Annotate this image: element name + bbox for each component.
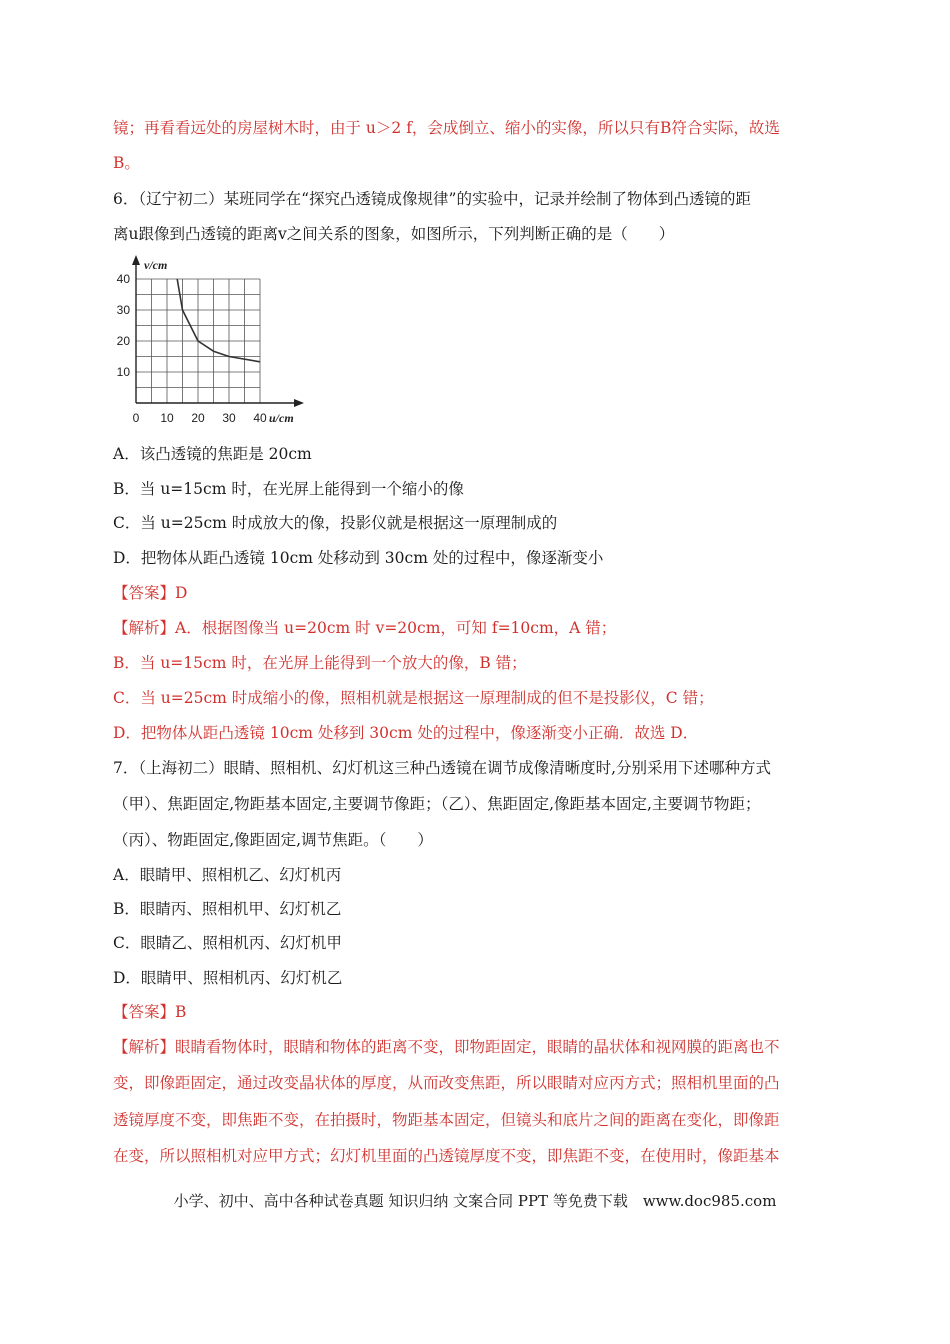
q7-option-a: A．眼睛甲、照相机乙、幻灯机丙 bbox=[113, 866, 342, 884]
answer-value: B bbox=[175, 1003, 187, 1021]
q7-explanation-1 bbox=[113, 1036, 780, 1058]
q7-explanation-4: 在变，所以照相机对应甲方式；幻灯机里面的凸透镜厚度不变，即焦距不变，在使用时，像距基本 bbox=[113, 1147, 780, 1165]
q6-explanation-2: B．当 u=15cm 时，在光屏上能得到一个放大的像，B 错； bbox=[113, 654, 527, 672]
y-tick-label: 40 bbox=[116, 272, 130, 286]
q7-stem-line-1: 7．（上海初二）眼睛、照相机、幻灯机这三种凸透镜在调节成像清晰度时,分别采用下述哪种方式 bbox=[113, 759, 772, 777]
x-axis-arrow bbox=[294, 399, 304, 407]
explanation-text: 眼睛看物体时，眼睛和物体的距离不变，即物距固定，眼睛的晶状体和视网膜的距离也不 bbox=[175, 1038, 780, 1056]
uv-graph bbox=[108, 253, 308, 433]
q6-explanation-4: D．把物体从距凸透镜 10cm 处移到 30cm 处的过程中，像逐渐变小正确．故选 D． bbox=[113, 724, 699, 742]
q7-explanation-2: 变，即像距固定，通过改变晶状体的厚度，从而改变焦距，所以眼睛对应丙方式；照相机里面的凸 bbox=[113, 1074, 780, 1092]
uv-curve bbox=[177, 279, 260, 362]
explanation-label: 【解析】 bbox=[113, 619, 176, 637]
prev-explanation-line-2: B。 bbox=[113, 154, 140, 172]
x-tick-label: 30 bbox=[222, 411, 236, 425]
q6-option-c: C．当 u=25cm 时成放大的像，投影仪就是根据这一原理制成的 bbox=[113, 514, 558, 532]
x-tick-label: 20 bbox=[191, 411, 205, 425]
x-tick-label: 0 bbox=[132, 411, 140, 425]
answer-label: 【答案】 bbox=[113, 584, 176, 602]
page-footer: 小学、初中、高中各种试卷真题 知识归纳 文案合同 PPT 等免费下载 www.doc985.com bbox=[173, 1192, 777, 1210]
q6-option-a: A．该凸透镜的焦距是 20cm bbox=[113, 445, 312, 463]
q6-stem-line-1: 6．（辽宁初二）某班同学在“探究凸透镜成像规律”的实验中，记录并绘制了物体到凸透镜的距 bbox=[113, 190, 751, 208]
q7-option-d: D．眼睛甲、照相机丙、幻灯机乙 bbox=[113, 969, 343, 987]
q7-option-b: B．眼睛丙、照相机甲、幻灯机乙 bbox=[113, 900, 342, 918]
y-tick-label: 10 bbox=[116, 365, 130, 379]
prev-explanation-line-1: 镜；再看看远处的房屋树木时，由于 u＞2 f，会成倒立、缩小的实像，所以只有B符合实际，故选 bbox=[113, 119, 780, 137]
q6-stem-line-2: 离u跟像到凸透镜的距离v之间关系的图象，如图所示，下列判断正确的是（ ） bbox=[113, 225, 675, 243]
y-axis-arrow bbox=[132, 255, 140, 265]
y-tick-label: 20 bbox=[116, 334, 130, 348]
answer-value: D bbox=[175, 584, 188, 602]
q7-stem-line-2: （甲）、焦距固定,物距基本固定,主要调节像距；（乙）、焦距固定,像距基本固定,主要调节物距； bbox=[113, 795, 761, 813]
q6-explanation-3: C．当 u=25cm 时成缩小的像，照相机就是根据这一原理制成的但不是投影仪，C 错； bbox=[113, 689, 714, 707]
x-axis-label: u/cm bbox=[269, 411, 294, 425]
x-tick-label: 40 bbox=[253, 411, 267, 425]
q6-option-b: B．当 u=15cm 时，在光屏上能得到一个缩小的像 bbox=[113, 480, 464, 498]
q6-explanation-1 bbox=[113, 617, 616, 639]
q6-option-d: D．把物体从距凸透镜 10cm 处移动到 30cm 处的过程中，像逐渐变小 bbox=[113, 549, 604, 567]
x-tick-label: 10 bbox=[160, 411, 174, 425]
q7-option-c: C．眼睛乙、照相机丙、幻灯机甲 bbox=[113, 934, 342, 952]
explanation-text: A．根据图像当 u=20cm 时 v=20cm，可知 f=10cm，A 错； bbox=[175, 619, 617, 637]
explanation-label: 【解析】 bbox=[113, 1038, 176, 1056]
answer-label: 【答案】 bbox=[113, 1003, 176, 1021]
q6-answer bbox=[113, 582, 187, 604]
y-axis-label: v/cm bbox=[144, 258, 168, 272]
y-tick-label: 30 bbox=[116, 303, 130, 317]
q7-stem-line-3: （丙）、物距固定,像距固定,调节焦距。（ ） bbox=[113, 831, 433, 849]
q7-explanation-3: 透镜厚度不变，即焦距不变，在拍摄时，物距基本固定，但镜头和底片之间的距离在变化，即像距 bbox=[113, 1111, 780, 1129]
q7-answer bbox=[113, 1001, 186, 1023]
